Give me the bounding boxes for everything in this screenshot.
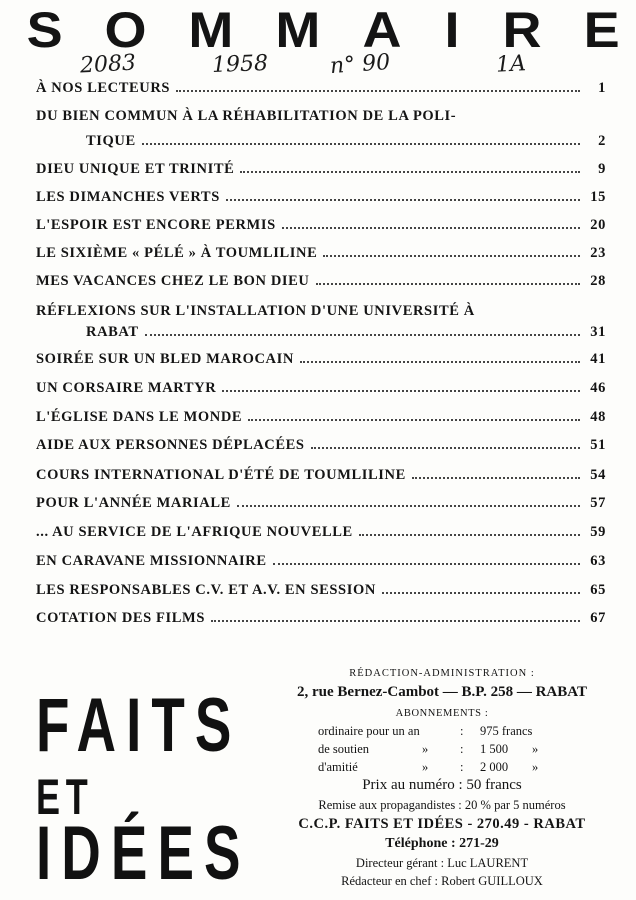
toc-entry-title: UN CORSAIRE MARTYR	[36, 380, 217, 396]
toc-entry[interactable]	[36, 189, 606, 206]
toc-entry-page: 65	[590, 582, 606, 598]
toc-entry-title: DU BIEN COMMUN À LA RÉHABILITATION DE LA POLI-	[36, 108, 457, 124]
toc-entry[interactable]	[36, 582, 606, 599]
abonnements-heading: ABONNEMENTS :	[395, 708, 489, 719]
logo-et: ET	[36, 769, 94, 825]
toc-entry-page: 1	[598, 80, 606, 96]
dot-leader	[382, 592, 580, 594]
toc-entry-title: DIEU UNIQUE ET TRINITÉ	[36, 161, 235, 177]
toc-entry-title: LES RESPONSABLES C.V. ET A.V. EN SESSION	[36, 582, 376, 598]
handwritten-number: 2083	[79, 50, 137, 79]
toc-entry[interactable]	[36, 437, 606, 454]
toc-entry[interactable]	[36, 380, 606, 397]
title-letter: I	[444, 2, 460, 58]
toc-entry[interactable]	[36, 273, 606, 290]
rate-sep: :	[460, 760, 464, 774]
rate-amount: 1 500	[480, 742, 509, 756]
title-letter: M	[275, 2, 321, 58]
rate-ditto: »	[422, 760, 429, 774]
toc-entry-page: 41	[590, 351, 606, 367]
prix-numero: Prix au numéro : 50 francs	[362, 777, 522, 793]
toc-entry-page: 31	[590, 324, 606, 340]
toc-entry-page: 51	[590, 437, 606, 453]
toc-entry[interactable]	[36, 610, 606, 627]
toc-entry-title: POUR L'ANNÉE MARIALE	[36, 495, 231, 511]
toc-entry[interactable]	[36, 217, 606, 234]
toc-entry-page: 59	[590, 524, 606, 540]
title-letter: R	[502, 2, 542, 58]
title-letter: A	[362, 2, 402, 58]
toc-entry[interactable]	[36, 108, 606, 125]
toc-entry[interactable]	[36, 409, 606, 426]
toc-entry[interactable]	[36, 161, 606, 178]
handwritten-annotation	[79, 49, 580, 82]
dot-leader	[240, 171, 580, 173]
toc-entry-page: 48	[590, 409, 606, 425]
toc-entry-title: AIDE AUX PERSONNES DÉPLACÉES	[36, 437, 305, 453]
toc-entry-page: 15	[590, 189, 606, 205]
sommaire-title	[28, 4, 618, 56]
toc-entry[interactable]	[36, 80, 606, 97]
rate-label: de soutien	[318, 742, 370, 756]
toc-entry-title-cont: RABAT	[86, 324, 139, 340]
toc-entry-page: 67	[590, 610, 606, 626]
toc-entry-title: EN CARAVANE MISSIONNAIRE	[36, 553, 267, 569]
dot-leader	[359, 534, 580, 536]
remise: Remise aux propagandistes : 20 % par 5 numéros	[318, 798, 566, 812]
dot-leader	[226, 199, 580, 201]
toc-entry[interactable]	[36, 553, 606, 570]
title-letter: E	[583, 2, 620, 58]
toc-entry-title: MES VACANCES CHEZ LE BON DIEU	[36, 273, 310, 289]
telephone: Téléphone : 271-29	[385, 836, 499, 851]
address: 2, rue Bernez-Cambot — B.P. 258 — RABAT	[297, 684, 587, 700]
dot-leader	[311, 447, 580, 449]
toc-entry-page: 28	[590, 273, 606, 289]
toc-entry-page: 63	[590, 553, 606, 569]
rate-amount: 975 francs	[480, 724, 533, 738]
ccp: C.C.P. FAITS ET IDÉES - 270.49 - RABAT	[298, 816, 586, 832]
title-letter: M	[188, 2, 234, 58]
redaction-heading: RÉDACTION-ADMINISTRATION :	[349, 668, 535, 679]
toc-entry[interactable]	[36, 351, 606, 368]
toc-entry-page: 54	[590, 467, 606, 483]
rate-amount: 2 000	[480, 760, 509, 774]
toc-entry-title: L'ESPOIR EST ENCORE PERMIS	[36, 217, 276, 233]
rate-sep: :	[460, 742, 464, 756]
rate-ditto: »	[532, 760, 539, 774]
toc-entry-page: 23	[590, 245, 606, 261]
dot-leader	[300, 361, 580, 363]
toc-entry-page: 57	[590, 495, 606, 511]
toc-entry-continuation[interactable]	[86, 324, 606, 341]
toc-entry[interactable]	[36, 303, 606, 320]
toc-entry[interactable]	[36, 245, 606, 262]
directeur: Directeur gérant : Luc LAURENT	[355, 856, 529, 870]
toc-entry-page: 9	[598, 161, 606, 177]
dot-leader	[282, 227, 580, 229]
toc-entry[interactable]	[36, 524, 606, 541]
rate-label: ordinaire pour un an	[318, 724, 420, 738]
dot-leader	[316, 283, 581, 285]
redacteur: Rédacteur en chef : Robert GUILLOUX	[341, 874, 543, 888]
logo-idees: IDÉES	[36, 811, 251, 896]
toc-entry-title: LES DIMANCHES VERTS	[36, 189, 220, 205]
toc-entry-title: LE SIXIÈME « PÉLÉ » À TOUMLILINE	[36, 245, 318, 261]
toc-entry-title: RÉFLEXIONS SUR L'INSTALLATION D'UNE UNIVERSITÉ À	[36, 303, 475, 319]
dot-leader	[237, 505, 580, 507]
dot-leader	[222, 390, 580, 392]
toc-entry-title: ... AU SERVICE DE L'AFRIQUE NOUVELLE	[36, 524, 353, 540]
toc-entry-page: 46	[590, 380, 606, 396]
dot-leader	[211, 620, 580, 622]
toc-entry-title: COTATION DES FILMS	[36, 610, 205, 626]
dot-leader	[142, 143, 580, 145]
dot-leader	[412, 477, 580, 479]
handwritten-year: 1958	[211, 51, 269, 78]
toc-entry-title: SOIRÉE SUR UN BLED MAROCAIN	[36, 351, 294, 367]
dot-leader	[145, 334, 580, 336]
handwritten-code: 1A	[495, 51, 527, 78]
title-letter: S	[26, 2, 63, 58]
logo-faits: FAITS	[36, 683, 242, 768]
rate-label: d'amitié	[318, 760, 358, 774]
toc-entry[interactable]	[36, 467, 606, 484]
toc-entry[interactable]	[36, 495, 606, 512]
toc-entry-page: 2	[598, 133, 606, 149]
handwritten-issue: n° 90	[329, 49, 391, 80]
title-letter: O	[104, 2, 147, 58]
dot-leader	[248, 419, 580, 421]
rate-ditto: »	[532, 742, 539, 756]
toc-entry-title: L'ÉGLISE DANS LE MONDE	[36, 409, 243, 425]
toc-entry-title: À NOS LECTEURS	[36, 80, 171, 96]
toc-entry-page: 20	[590, 217, 606, 233]
rate-ditto: »	[422, 742, 429, 756]
dot-leader	[176, 90, 580, 92]
toc-entry-title-cont: TIQUE	[86, 133, 136, 149]
rate-sep: :	[460, 724, 464, 738]
toc-entry-continuation[interactable]	[86, 133, 606, 150]
dot-leader	[273, 563, 580, 565]
dot-leader	[323, 255, 580, 257]
toc-entry-title: COURS INTERNATIONAL D'ÉTÉ DE TOUMLILINE	[36, 467, 406, 483]
